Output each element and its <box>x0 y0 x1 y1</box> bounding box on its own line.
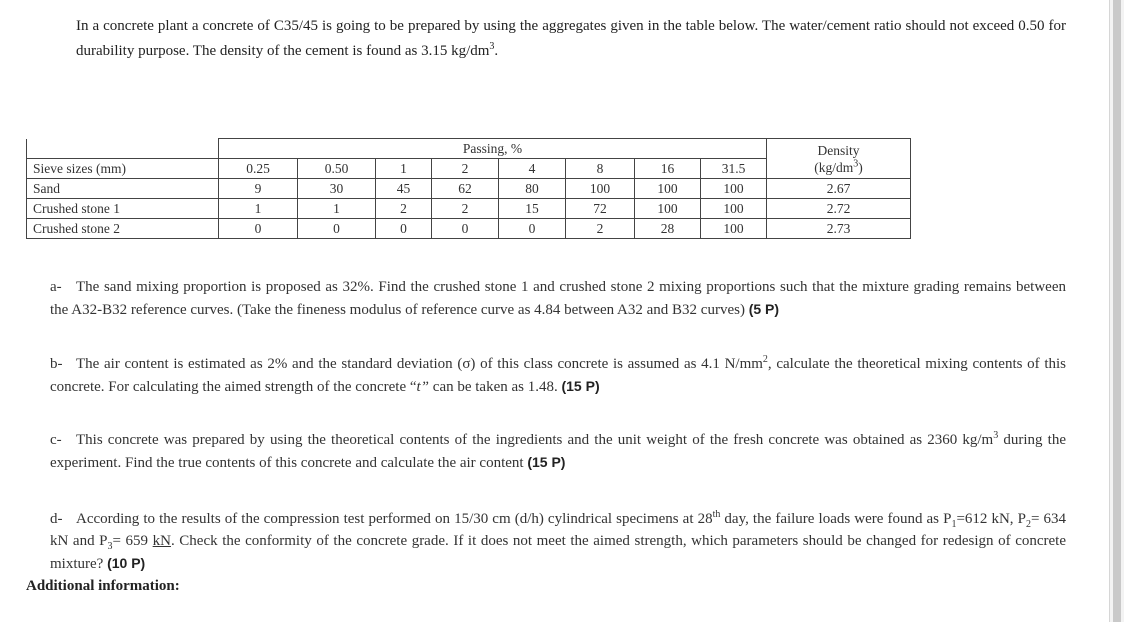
density-value: 2.72 <box>767 199 911 219</box>
question-text: The sand mixing proportion is proposed as 32%. Find the crushed stone 1 and crushed stone 2 mixing proportions such that the mixture grading remains between the A32-B32 reference curves. (Take the fineness modulus of reference curve as 4.84 between A32 and B32 curves) <box>50 279 1066 318</box>
passing-value: 100 <box>701 219 767 239</box>
question-letter: d- <box>50 511 63 527</box>
passing-value: 0 <box>432 219 499 239</box>
question-sup: 2 <box>762 354 768 365</box>
question-sub: 2 <box>1025 519 1031 530</box>
question-text: According to the results of the compression test performed on 15/30 cm (d/h) cylindrical specimens at 28 <box>76 511 713 527</box>
passing-value: 2 <box>432 199 499 219</box>
passing-value: 100 <box>701 179 767 199</box>
passing-value: 0 <box>376 219 432 239</box>
sieve-size: 0.50 <box>298 159 376 179</box>
passing-value: 72 <box>566 199 635 219</box>
question-text: = 634 kN and P <box>50 511 1066 549</box>
question-letter: b- <box>50 356 63 372</box>
question-b <box>50 353 1066 398</box>
intro-sup: 3 <box>489 41 495 52</box>
passing-value: 100 <box>635 179 701 199</box>
question-points: (10 P) <box>107 555 146 571</box>
table-row <box>27 179 911 199</box>
question-text: The air content is estimated as 2% and the standard deviation (σ) of this class concrete is assumed as 4.1 N/mm <box>76 356 763 372</box>
question-points: (5 P) <box>748 301 780 317</box>
question-t-symbol: t” <box>416 379 430 395</box>
question-text: This concrete was prepared by using the theoretical contents of the ingredients and the unit weight of the fresh concrete was obtained as 2360 kg/m <box>76 432 994 448</box>
scrollbar-thumb[interactable] <box>1113 0 1121 622</box>
sieve-size: 8 <box>566 159 635 179</box>
passing-value: 9 <box>219 179 298 199</box>
passing-value: 100 <box>635 199 701 219</box>
intro-end: . <box>494 43 499 59</box>
table-header-row <box>27 139 911 159</box>
question-points: (15 P) <box>561 378 600 394</box>
question-d <box>50 508 1066 575</box>
question-text: can be taken as 1.48. <box>429 379 558 395</box>
sieve-size: 31.5 <box>701 159 767 179</box>
sieve-size: 2 <box>432 159 499 179</box>
question-text: , calculate the theoretical mixing contents of this concrete. For calculating the aimed strength of the concrete “ <box>50 356 1066 395</box>
passing-value: 0 <box>219 219 298 239</box>
passing-value: 15 <box>499 199 566 219</box>
material-name: Sand <box>27 179 219 199</box>
vertical-scrollbar[interactable] <box>1109 0 1124 622</box>
sieve-analysis-table <box>26 138 911 239</box>
density-header-line2: (kg/dm <box>814 159 854 175</box>
passing-header: Passing, % <box>219 139 767 159</box>
question-sup: th <box>712 509 721 520</box>
passing-value: 45 <box>376 179 432 199</box>
question-text: = 659 <box>112 533 153 549</box>
additional-information-heading: Additional information: <box>26 578 180 594</box>
density-header-line1: Density <box>817 142 860 158</box>
question-letter: c- <box>50 432 62 448</box>
question-text: during the experiment. Find the true contents of this concrete and calculate the air content <box>50 432 1066 471</box>
table-row <box>27 219 911 239</box>
density-header-sup: 3 <box>853 158 859 169</box>
passing-value: 28 <box>635 219 701 239</box>
density-value: 2.67 <box>767 179 911 199</box>
question-unit: kN <box>152 533 171 549</box>
passing-value: 2 <box>566 219 635 239</box>
question-sub: 1 <box>951 519 957 530</box>
question-text: day, the failure loads were found as P <box>720 511 952 527</box>
passing-value: 100 <box>566 179 635 199</box>
passing-value: 2 <box>376 199 432 219</box>
sieve-size: 4 <box>499 159 566 179</box>
density-header <box>767 139 911 179</box>
density-value: 2.73 <box>767 219 911 239</box>
problem-intro <box>76 14 1066 64</box>
passing-value: 0 <box>298 219 376 239</box>
question-sub: 3 <box>107 541 113 552</box>
passing-value: 62 <box>432 179 499 199</box>
question-a <box>50 276 1066 321</box>
question-letter: a- <box>50 279 62 295</box>
sieve-size: 1 <box>376 159 432 179</box>
passing-value: 100 <box>701 199 767 219</box>
intro-text: In a concrete plant a concrete of C35/45 is going to be prepared by using the aggregates given in the table below. The water/cement ratio should not exceed 0.50 for durability purpose. The density of the cement is found as 3.15 kg/dm <box>76 18 1066 59</box>
question-points: (15 P) <box>527 454 566 470</box>
passing-value: 1 <box>219 199 298 219</box>
passing-value: 30 <box>298 179 376 199</box>
question-text: =612 kN, P <box>956 511 1026 527</box>
passing-value: 80 <box>499 179 566 199</box>
density-header-close: ) <box>858 159 863 175</box>
question-sup: 3 <box>993 430 999 441</box>
table-row <box>27 199 911 219</box>
material-name: Crushed stone 1 <box>27 199 219 219</box>
question-c <box>50 429 1066 474</box>
material-name: Crushed stone 2 <box>27 219 219 239</box>
passing-value: 0 <box>499 219 566 239</box>
sieve-size: 16 <box>635 159 701 179</box>
question-text: . Check the conformity of the concrete grade. If it does not meet the aimed strength, which parameters should be changed for redesign of concrete mixture? <box>50 533 1066 572</box>
sieve-size-label: Sieve sizes (mm) <box>27 159 219 179</box>
sieve-size: 0.25 <box>219 159 298 179</box>
header-empty-cell <box>27 139 219 159</box>
passing-value: 1 <box>298 199 376 219</box>
